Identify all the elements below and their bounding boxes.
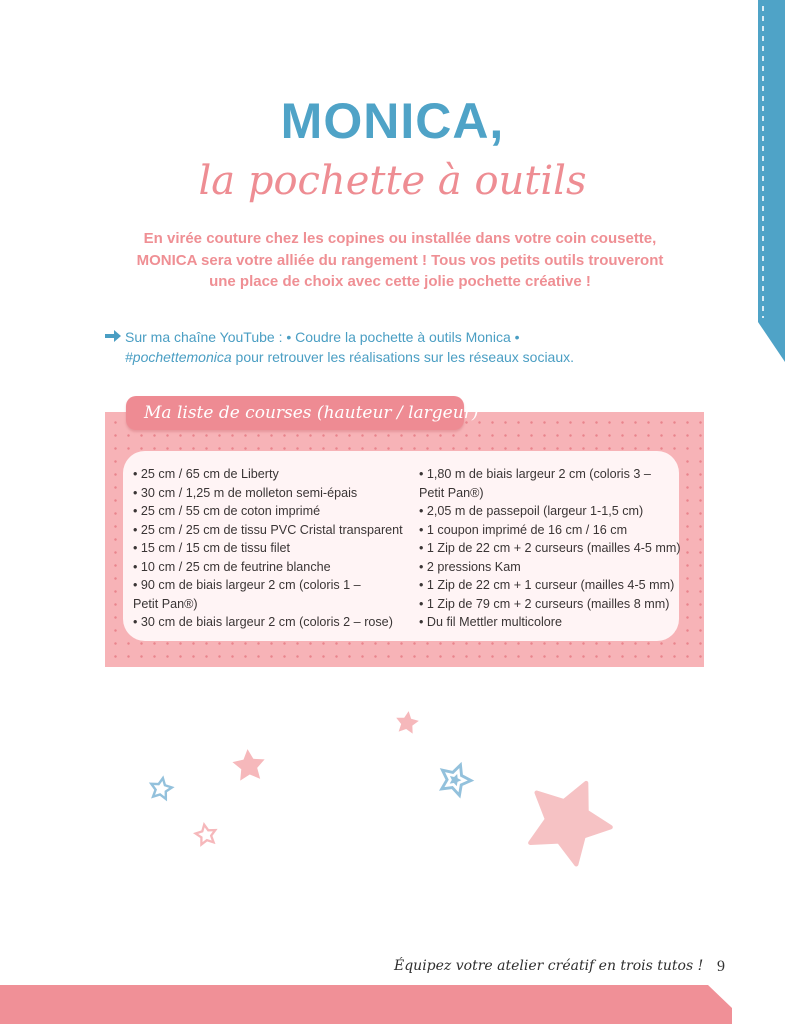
- star-icon: [516, 766, 623, 871]
- list-item: • 1,80 m de biais largeur 2 cm (coloris 3 – Petit Pan®): [419, 467, 651, 500]
- arrow-right-icon: [105, 327, 121, 347]
- shopping-list-card: [123, 451, 679, 641]
- intro-line: une place de choix avec cette jolie pochette créative !: [209, 273, 591, 290]
- list-item: • 2,05 m de passepoil (largeur 1-1,5 cm): [419, 504, 644, 518]
- shopping-list-right-column: [419, 465, 681, 632]
- intro-line: En virée couture chez les copines ou installée dans votre coin cousette,: [143, 230, 657, 247]
- star-icon: [394, 710, 420, 735]
- list-item: • 2 pressions Kam: [419, 559, 521, 574]
- star-outline-icon: [436, 760, 474, 798]
- list-item: • 1 Zip de 79 cm + 2 curseurs (mailles 8 mm): [419, 596, 670, 611]
- list-item: • 10 cm / 25 cm de feutrine blanche: [133, 559, 331, 574]
- hashtag-link[interactable]: #pochettemonica: [125, 349, 232, 365]
- star-icon: [231, 748, 266, 781]
- list-item: • 25 cm / 25 cm de tissu PVC Cristal transparent: [133, 522, 403, 537]
- footer-tagline: Équipez votre atelier créatif en trois tutos !: [394, 958, 704, 974]
- list-item: • Du fil Mettler multicolore: [419, 615, 562, 629]
- page-subtitle: la pochette à outils: [198, 158, 587, 204]
- list-item: • 90 cm de biais largeur 2 cm (coloris 1 – Petit Pan®): [133, 578, 361, 611]
- list-item: • 1 coupon imprimé de 16 cm / 16 cm: [419, 522, 628, 537]
- list-item: • 30 cm / 1,25 m de molleton semi-épais: [133, 485, 358, 500]
- shopping-list-left-column: [133, 465, 418, 632]
- youtube-line: Sur ma chaîne YouTube : • Coudre la pochette à outils Monica •: [125, 329, 520, 345]
- shopping-list-title: Ma liste de courses (hauteur / largeur): [126, 396, 464, 430]
- star-outline-icon: [149, 776, 173, 799]
- list-item: • 15 cm / 15 cm de tissu filet: [133, 541, 290, 555]
- page-title: MONICA,: [280, 93, 505, 149]
- page-number: 9: [717, 958, 725, 975]
- list-item: • 25 cm / 65 cm de Liberty: [133, 467, 279, 481]
- footer-band: [0, 985, 732, 1024]
- star-outline-icon: [194, 823, 217, 845]
- list-item: • 30 cm de biais largeur 2 cm (coloris 2 – rose): [133, 615, 393, 629]
- list-item: • 1 Zip de 22 cm + 1 curseur (mailles 4-5 mm): [419, 578, 675, 592]
- intro-paragraph: [120, 228, 680, 293]
- list-item: • 1 Zip de 22 cm + 2 curseurs (mailles 4-5 mm): [419, 541, 681, 555]
- youtube-line-2: [105, 347, 665, 367]
- intro-line: MONICA sera votre alliée du rangement ! Tous vos petits outils trouveront: [136, 251, 664, 269]
- list-item: • 25 cm / 55 cm de coton imprimé: [133, 504, 321, 518]
- youtube-line-rest: pour retrouver les réalisations sur les réseaux sociaux.: [231, 349, 575, 365]
- youtube-note: [105, 327, 665, 367]
